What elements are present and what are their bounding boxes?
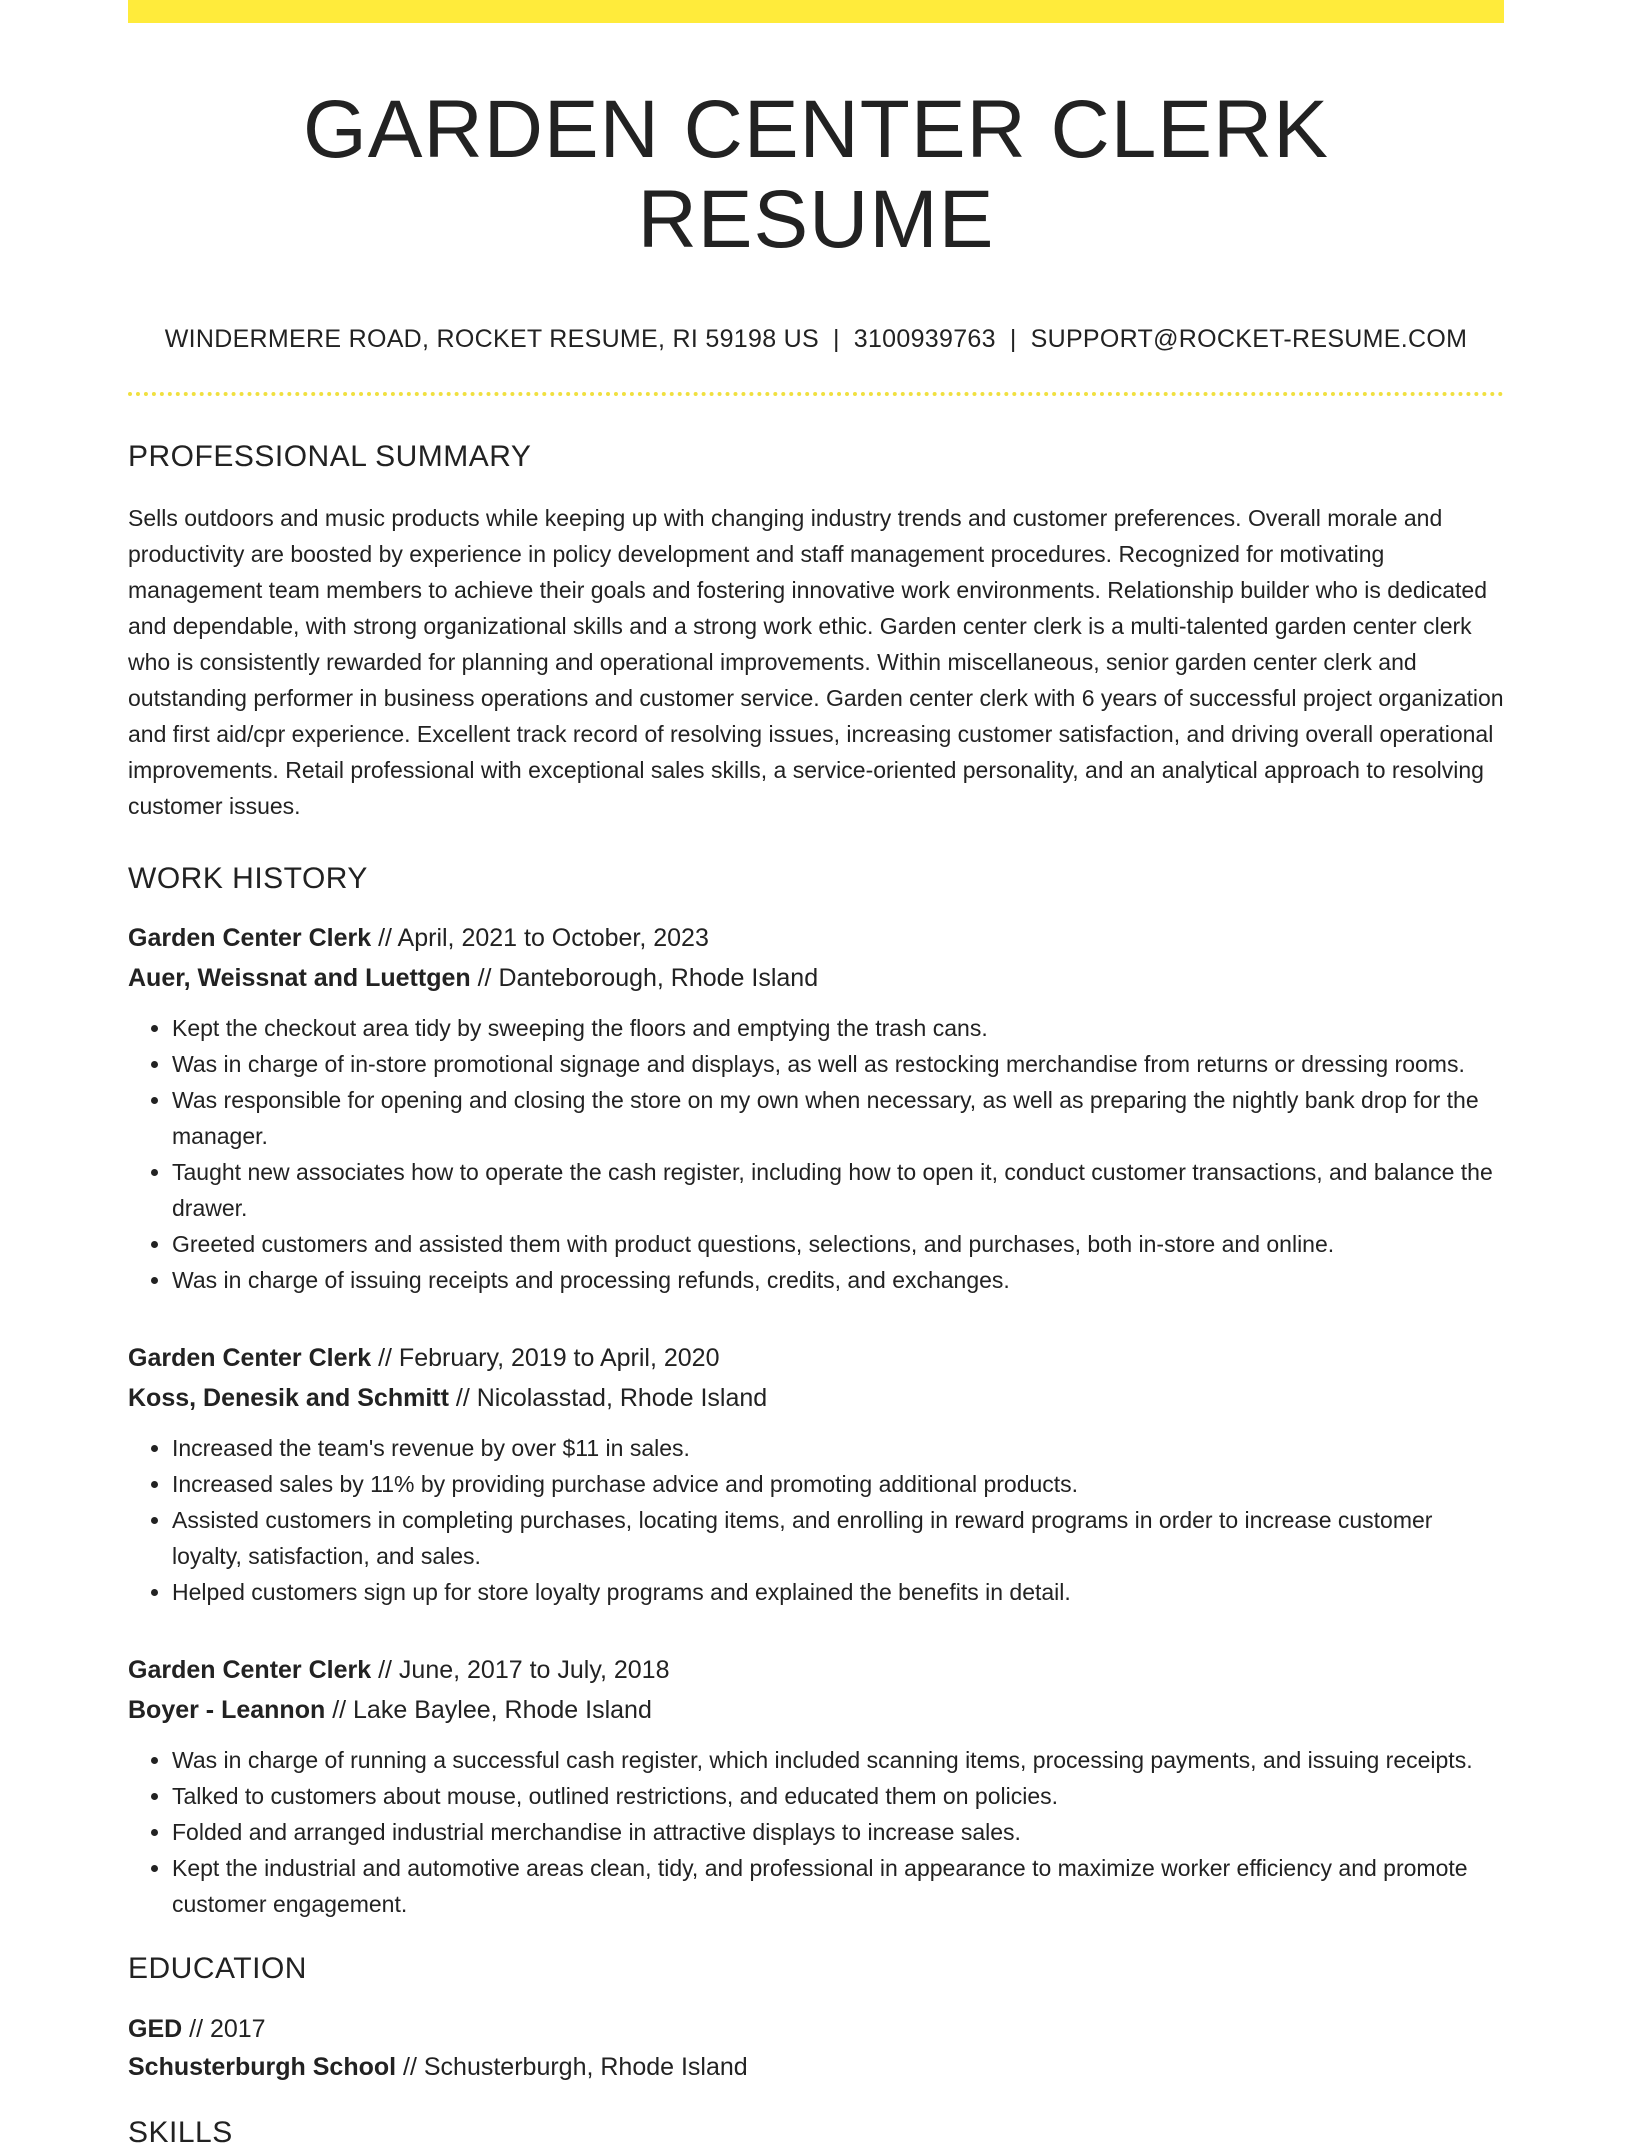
job-entry (128, 1338, 1504, 1610)
education-year: // 2017 (182, 2015, 266, 2044)
job-dates: // February, 2019 to April, 2020 (371, 1344, 720, 1373)
education-entry (128, 2010, 1504, 2086)
contact-line (128, 325, 1504, 354)
job-location: // Danteborough, Rhode Island (470, 964, 819, 993)
summary-text: Sells outdoors and music products while keeping up with changing industry trends and customer preferences. Overall morale and productivity are boosted by experience in policy development and staff management procedures. Recognized for motivating management team members to achieve their goals and fostering innovative work environments. Relationship builder who is dedicated and dependable, with strong organizational skills and a strong work ethic. Garden center clerk is a multi-talented garden center clerk who is consistently rewarded for planning and operational improvements. Within miscellaneous, senior garden center clerk and outstanding performer in business operations and customer service. Garden center clerk with 6 years of successful project organization and first aid/cpr experience. Excellent track record of resolving issues, increasing customer satisfaction, and driving overall operational improvements. Retail professional with exceptional sales skills, a service-oriented personality, and an analytical approach to resolving customer issues. (128, 505, 1504, 820)
job-bullet: • Increased sales by 11% by providing purchase advice and promoting additional products. (172, 1466, 1504, 1502)
job-title-line (128, 1338, 1504, 1378)
job-title: Garden Center Clerk (128, 924, 372, 953)
job-bullet: • Was in charge of running a successful cash register, which included scanning items, processing payments, and issuing receipts. (172, 1742, 1504, 1778)
education-degree: GED (128, 2015, 183, 2044)
education-school-line (128, 2048, 1504, 2086)
job-bullets (128, 1010, 1504, 1298)
contact-separator: | (832, 325, 840, 354)
accent-bar (128, 0, 1504, 23)
job-location: // Nicolasstad, Rhode Island (448, 1384, 768, 1413)
job-company-line (128, 1378, 1504, 1418)
contact-separator: | (1009, 325, 1017, 354)
job-title-line (128, 1650, 1504, 1690)
job-bullet: • Kept the checkout area tidy by sweeping the floors and emptying the trash cans. (172, 1010, 1504, 1046)
dotted-divider (128, 392, 1504, 396)
job-bullet: • Folded and arranged industrial merchandise in attractive displays to increase sales. (172, 1814, 1504, 1850)
job-location: // Lake Baylee, Rhode Island (325, 1696, 652, 1725)
job-bullet: • Assisted customers in completing purchases, locating items, and enrolling in reward programs in order to increase customer loyalty, satisfaction, and sales. (172, 1502, 1504, 1574)
job-company: Boyer - Leannon (128, 1696, 326, 1725)
resume-title: GARDEN CENTER CLERK RESUME (303, 84, 1329, 266)
job-company-line (128, 1690, 1504, 1730)
job-bullet: • Increased the team's revenue by over $11 in sales. (172, 1430, 1504, 1466)
job-bullet: • Talked to customers about mouse, outlined restrictions, and educated them on policies. (172, 1778, 1504, 1814)
contact-address: WINDERMERE ROAD, ROCKET RESUME, RI 59198 US (164, 325, 819, 354)
job-company: Koss, Denesik and Schmitt (128, 1384, 449, 1413)
education-school: Schusterburgh School (128, 2053, 397, 2082)
job-bullet: • Helped customers sign up for store loyalty programs and explained the benefits in detail. (172, 1574, 1504, 1610)
skills-heading: SKILLS (128, 2116, 233, 2150)
job-bullets (128, 1430, 1504, 1610)
summary-heading: PROFESSIONAL SUMMARY (128, 440, 532, 474)
education-degree-line (128, 2010, 1504, 2048)
work-history-heading: WORK HISTORY (128, 862, 368, 896)
job-bullets (128, 1742, 1504, 1922)
job-bullet: • Was in charge of issuing receipts and processing refunds, credits, and exchanges. (172, 1262, 1504, 1298)
job-company: Auer, Weissnat and Luettgen (128, 964, 471, 993)
job-bullet: • Was in charge of in-store promotional signage and displays, as well as restocking merchandise from returns or dressing rooms. (172, 1046, 1504, 1082)
job-dates: // April, 2021 to October, 2023 (371, 924, 709, 953)
job-bullet: • Kept the industrial and automotive areas clean, tidy, and professional in appearance to maximize worker efficiency and promote customer engagement. (172, 1850, 1504, 1922)
job-bullet: • Greeted customers and assisted them with product questions, selections, and purchases, both in-store and online. (172, 1226, 1504, 1262)
job-title-line (128, 918, 1504, 958)
education-heading: EDUCATION (128, 1952, 307, 1986)
job-title: Garden Center Clerk (128, 1344, 372, 1373)
job-bullet: • Was responsible for opening and closing the store on my own when necessary, as well as preparing the nightly bank drop for the manager. (172, 1082, 1504, 1154)
contact-email[interactable]: SUPPORT@ROCKET-RESUME.COM (1030, 325, 1468, 354)
job-title: Garden Center Clerk (128, 1656, 372, 1685)
job-entry (128, 1650, 1504, 1922)
job-dates: // June, 2017 to July, 2018 (371, 1656, 670, 1685)
contact-phone[interactable]: 3100939763 (853, 325, 996, 354)
job-company-line (128, 958, 1504, 998)
education-location: // Schusterburgh, Rhode Island (396, 2053, 748, 2082)
resume-page (128, 0, 1504, 2150)
job-entry (128, 918, 1504, 1298)
job-bullet: • Taught new associates how to operate the cash register, including how to open it, conduct customer transactions, and balance the drawer. (172, 1154, 1504, 1226)
